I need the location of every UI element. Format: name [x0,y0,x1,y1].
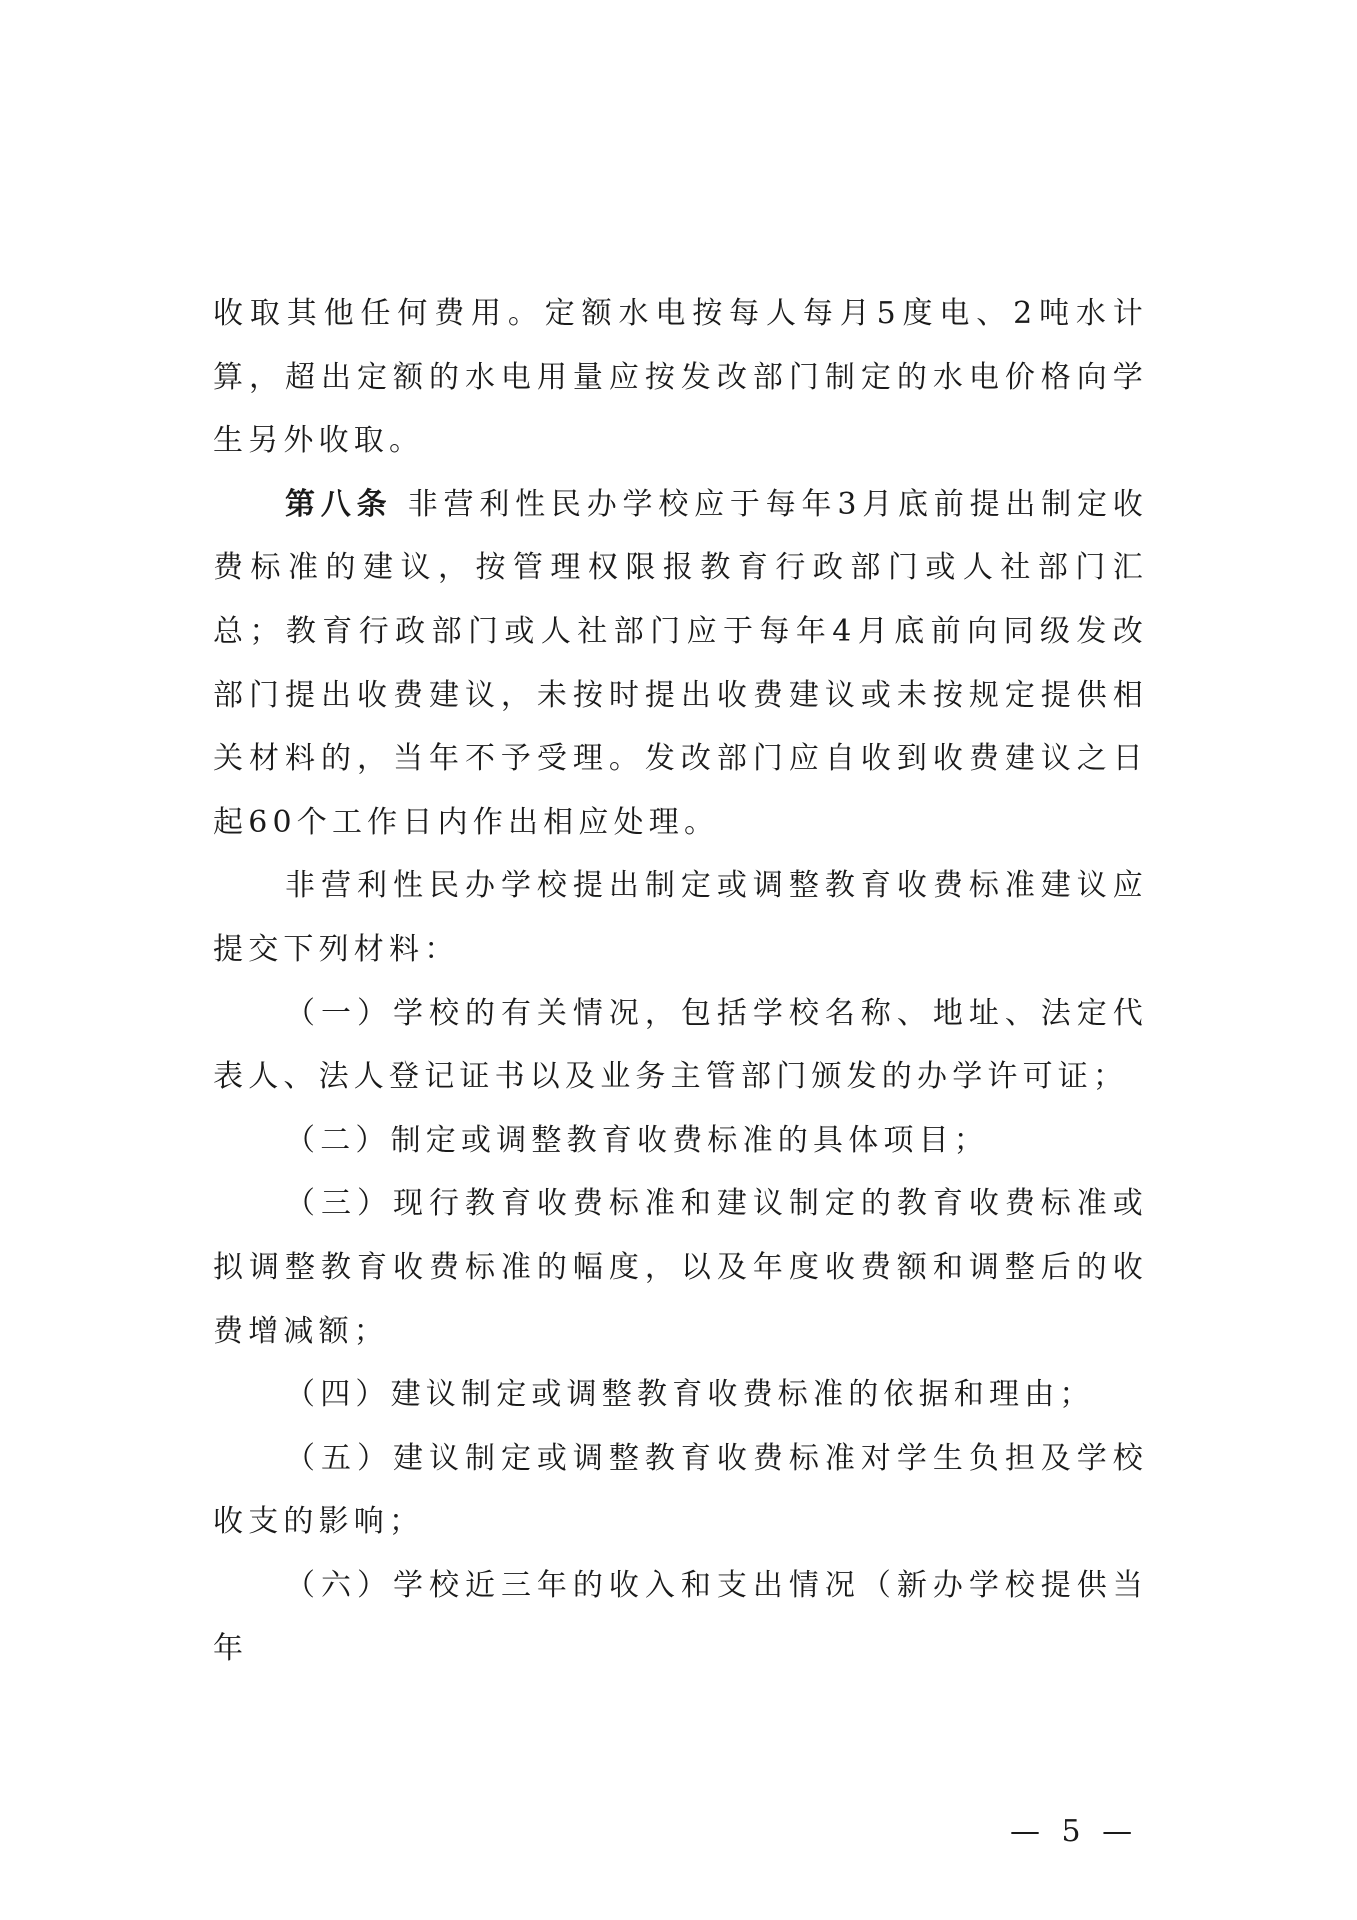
article-text: 非营利性民办学校应于每年3月底前提出制定收费标准的建议，按管理权限报教育行政部门或人社部门汇总；教育行政部门或人社部门应于每年4月底前向同级发改部门提出收费建议，未按时提出收费建议或未按规定提供相关材料的，当年不予受理。发改部门应自收到收费建议之日起60个工作日内作出相应处理。 [213,486,1148,840]
list-item-4: （四）建议制定或调整教育收费标准的依据和理由； [285,1377,1095,1413]
list-item-6: （六）学校近三年的收入和支出情况（新办学校提供当年 [213,1567,1148,1667]
list-item-5: （五）建议制定或调整教育收费标准对学生负担及学校收支的影响； [213,1440,1148,1540]
article-heading: 第八条 [285,486,393,522]
paragraph-materials-intro: 非营利性民办学校提出制定或调整教育收费标准建议应提交下列材料： [213,868,1148,967]
list-item-1: （一）学校的有关情况，包括学校名称、地址、法定代表人、法人登记证书以及业务主管部门颁发的办学许可证； [213,995,1148,1095]
list-item-2: （二）制定或调整教育收费标准的具体项目； [285,1122,989,1158]
paragraph-article-eight [213,473,1148,855]
paragraph-continuation: 收取其他任何费用。定额水电按每人每月5度电、2吨水计算，超出定额的水电用量应按发改部门制定的水电价格向学生另外收取。 [213,296,1148,459]
list-item-3: （三）现行教育收费标准和建议制定的教育收费标准或拟调整教育收费标准的幅度，以及年度收费额和调整后的收费增减额； [213,1186,1148,1349]
document-body [213,282,1148,1681]
page-number: — 5 — [1010,1814,1139,1849]
